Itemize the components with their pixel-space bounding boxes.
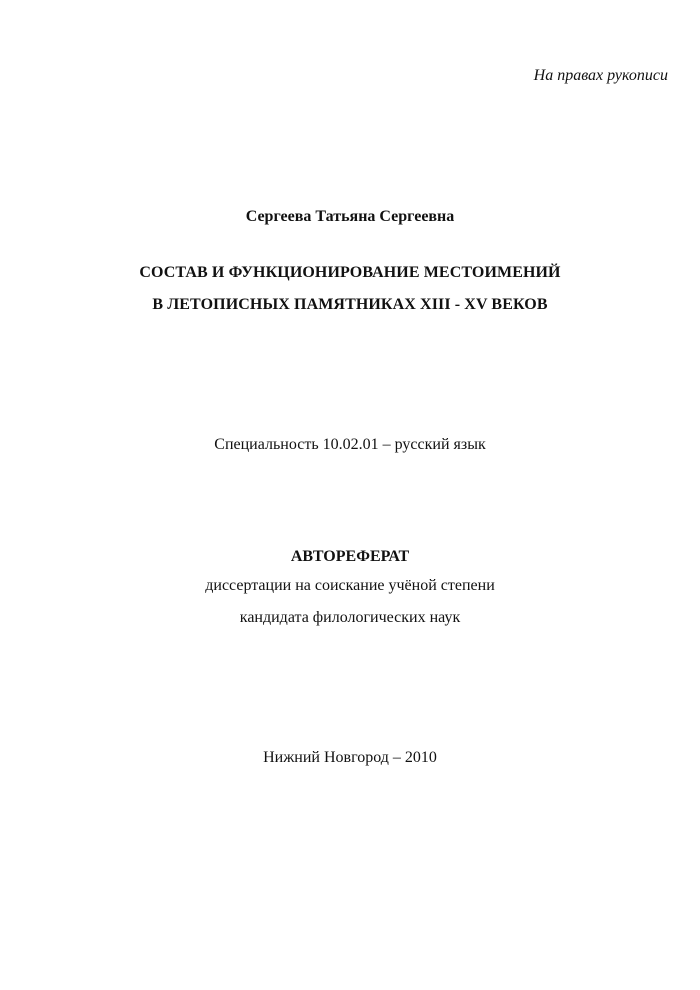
degree-description-line-2: кандидата филологических наук: [239, 609, 461, 626]
specialty-line: Специальность 10.02.01 – русский язык: [214, 436, 486, 453]
rights-notice: На правах рукописи: [533, 67, 668, 84]
document-type: АВТОРЕФЕРАТ: [290, 548, 410, 565]
document-title-line-1: СОСТАВ И ФУНКЦИОНИРОВАНИЕ МЕСТОИМЕНИЙ: [139, 264, 561, 281]
author-name: Сергеева Татьяна Сергеевна: [245, 208, 455, 225]
degree-description-line-1: диссертации на соискание учёной степени: [205, 577, 495, 594]
document-title-line-2: В ЛЕТОПИСНЫХ ПАМЯТНИКАХ XIII - XV ВЕКОВ: [152, 296, 548, 313]
place-and-year: Нижний Новгород – 2010: [263, 749, 437, 766]
